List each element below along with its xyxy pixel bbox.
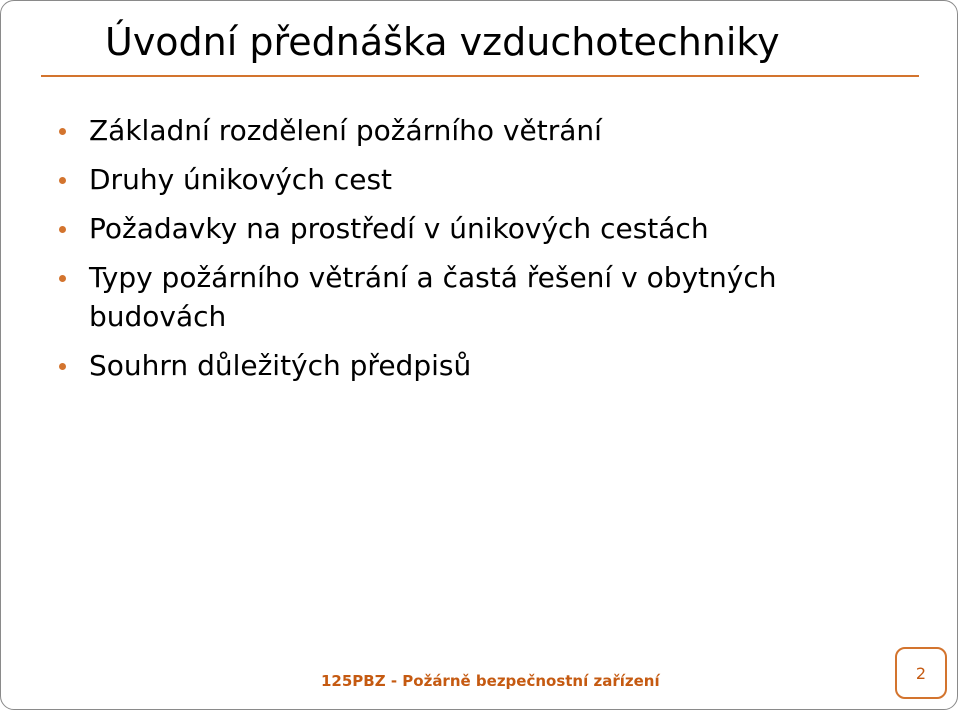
list-item (59, 160, 919, 199)
bullet-text: Základní rozdělení požárního větrání (89, 114, 602, 147)
slide-title: Úvodní přednáška vzduchotechniky (105, 20, 780, 64)
page-number-badge (895, 647, 947, 699)
bullet-text: Souhrn důležitých předpisů (89, 349, 472, 382)
list-item (59, 346, 919, 385)
bullet-text: Požadavky na prostředí v únikových cestách (89, 212, 709, 245)
bullet-dot-icon (59, 275, 66, 282)
bullet-text: Druhy únikových cest (89, 163, 393, 196)
page-number: 2 (915, 663, 927, 683)
title-underline (41, 75, 919, 77)
bullet-dot-icon (59, 128, 66, 135)
bullet-dot-icon (59, 226, 66, 233)
list-item (59, 258, 919, 336)
bullet-dot-icon (59, 177, 66, 184)
list-item (59, 209, 919, 248)
bullet-dot-icon (59, 363, 66, 370)
list-item (59, 111, 919, 150)
bullet-list (59, 111, 919, 395)
bullet-text: Typy požárního větrání a častá řešení v obytných budovách (89, 261, 777, 333)
footer-course-label: 125PBZ - Požárně bezpečnostní zařízení (321, 672, 660, 690)
